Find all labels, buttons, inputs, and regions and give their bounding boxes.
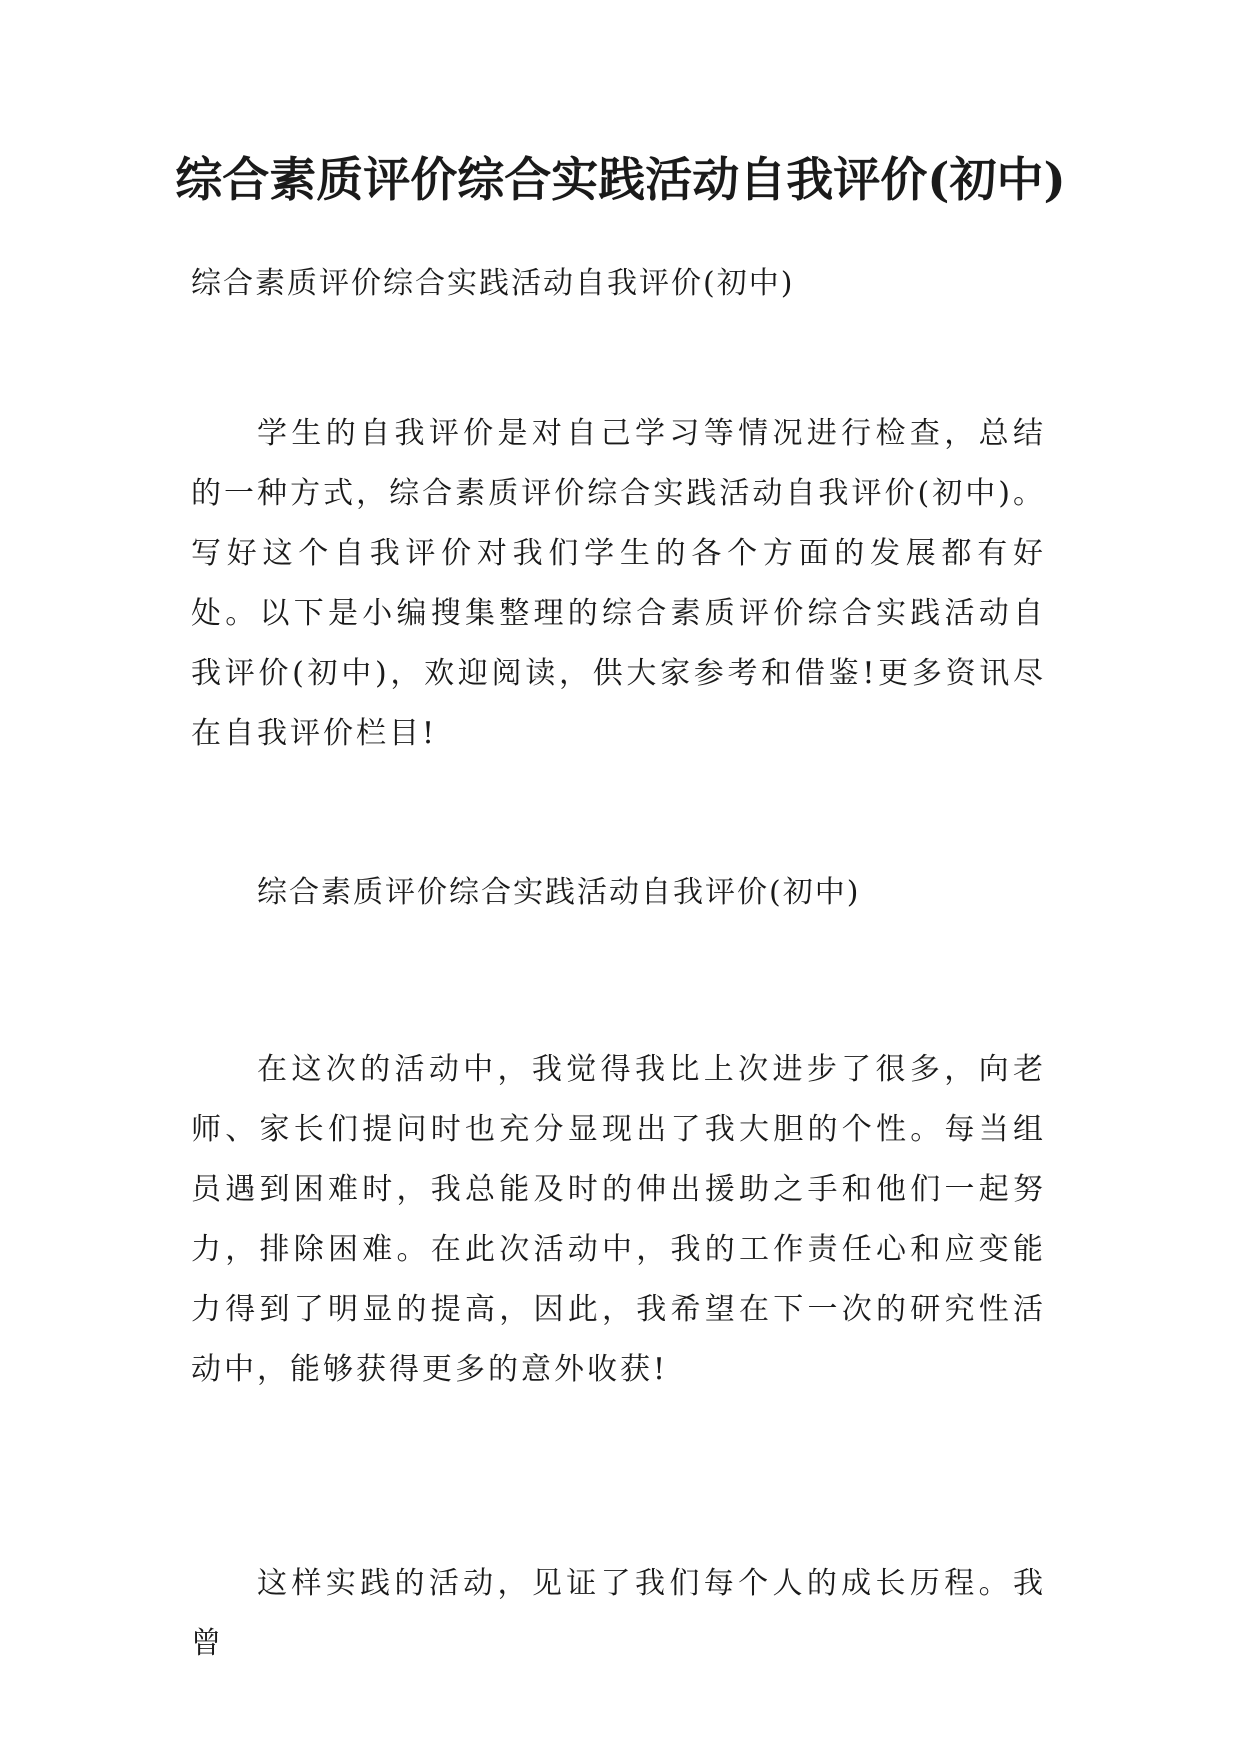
- document-title: 综合素质评价综合实践活动自我评价(初中): [175, 153, 1066, 208]
- intro-paragraph: 学生的自我评价是对自己学习等情况进行检查，总结的一种方式，综合素质评价综合实践活动自我评价(初中)。写好这个自我评价对我们学生的各个方面的发展都有好处。以下是小编搜集整理的综合素质评价综合实践活动自我评价(初中)，欢迎阅读，供大家参考和借鉴!更多资讯尽在自我评价栏目!: [191, 416, 1046, 751]
- document-subtitle: 综合素质评价综合实践活动自我评价(初中): [191, 266, 795, 301]
- section-heading: 综合素质评价综合实践活动自我评价(初中): [257, 875, 861, 910]
- body-paragraph-2: 这样实践的活动，见证了我们每个人的成长历程。我曾: [191, 1566, 1046, 1661]
- body-paragraph-1: 在这次的活动中，我觉得我比上次进步了很多，向老师、家长们提问时也充分显现出了我大胆的个性。每当组员遇到困难时，我总能及时的伸出援助之手和他们一起努力，排除困难。在此次活动中，我的工作责任心和应变能力得到了明显的提高，因此，我希望在下一次的研究性活动中，能够获得更多的意外收获!: [191, 1052, 1046, 1387]
